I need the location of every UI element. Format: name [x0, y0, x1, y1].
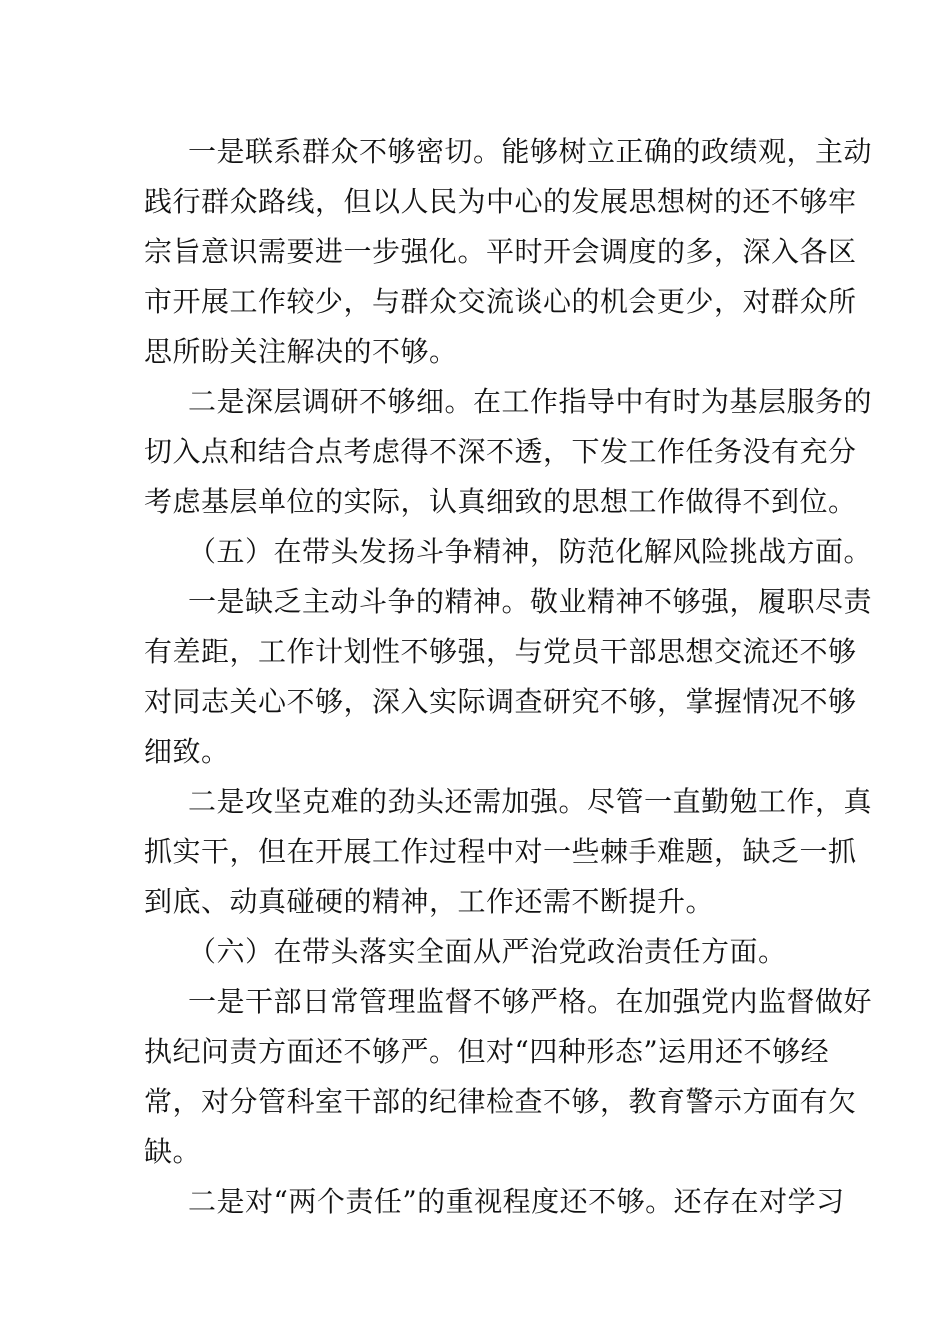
paragraph-line: 二是对“两个责任”的重视程度还不够。还存在对学习 — [188, 1185, 845, 1218]
paragraph-line: 抓实干，但在开展工作过程中对一些棘手难题，缺乏一抓 — [144, 835, 857, 868]
paragraph-line: 市开展工作较少，与群众交流谈心的机会更少，对群众所 — [144, 285, 857, 318]
paragraph-line: 切入点和结合点考虑得不深不透，下发工作任务没有充分 — [144, 435, 857, 468]
paragraph-line: 细致。 — [144, 735, 230, 768]
paragraph-line: 常，对分管科室干部的纪律检查不够，教育警示方面有欠 — [144, 1085, 857, 1118]
paragraph-line: 思所盼关注解决的不够。 — [144, 335, 458, 368]
paragraph-line: 宗旨意识需要进一步强化。平时开会调度的多，深入各区 — [144, 235, 857, 268]
paragraph-line: 执纪问责方面还不够严。但对“四种形态”运用还不够经 — [144, 1035, 830, 1068]
section-heading: （五）在带头发扬斗争精神，防范化解风险挑战方面。 — [188, 535, 873, 568]
paragraph-line: 有差距，工作计划性不够强，与党员干部思想交流还不够 — [144, 635, 857, 668]
paragraph-line: 对同志关心不够，深入实际调查研究不够，掌握情况不够 — [144, 685, 857, 718]
paragraph-line: 一是联系群众不够密切。能够树立正确的政绩观，主动 — [188, 135, 873, 168]
paragraph-line: 践行群众路线，但以人民为中心的发展思想树的还不够牢 — [144, 185, 857, 218]
paragraph-line: 一是干部日常管理监督不够严格。在加强党内监督做好 — [188, 985, 873, 1018]
paragraph-line: 二是深层调研不够细。在工作指导中有时为基层服务的 — [188, 385, 873, 418]
paragraph-line: 一是缺乏主动斗争的精神。敬业精神不够强，履职尽责 — [188, 585, 873, 618]
section-heading: （六）在带头落实全面从严治党政治责任方面。 — [188, 935, 787, 968]
paragraph-line: 缺。 — [144, 1135, 202, 1168]
paragraph-line: 考虑基层单位的实际，认真细致的思想工作做得不到位。 — [144, 485, 857, 518]
paragraph-line: 到底、动真碰硬的精神，工作还需不断提升。 — [144, 885, 715, 918]
paragraph-line: 二是攻坚克难的劲头还需加强。尽管一直勤勉工作，真 — [188, 785, 873, 818]
